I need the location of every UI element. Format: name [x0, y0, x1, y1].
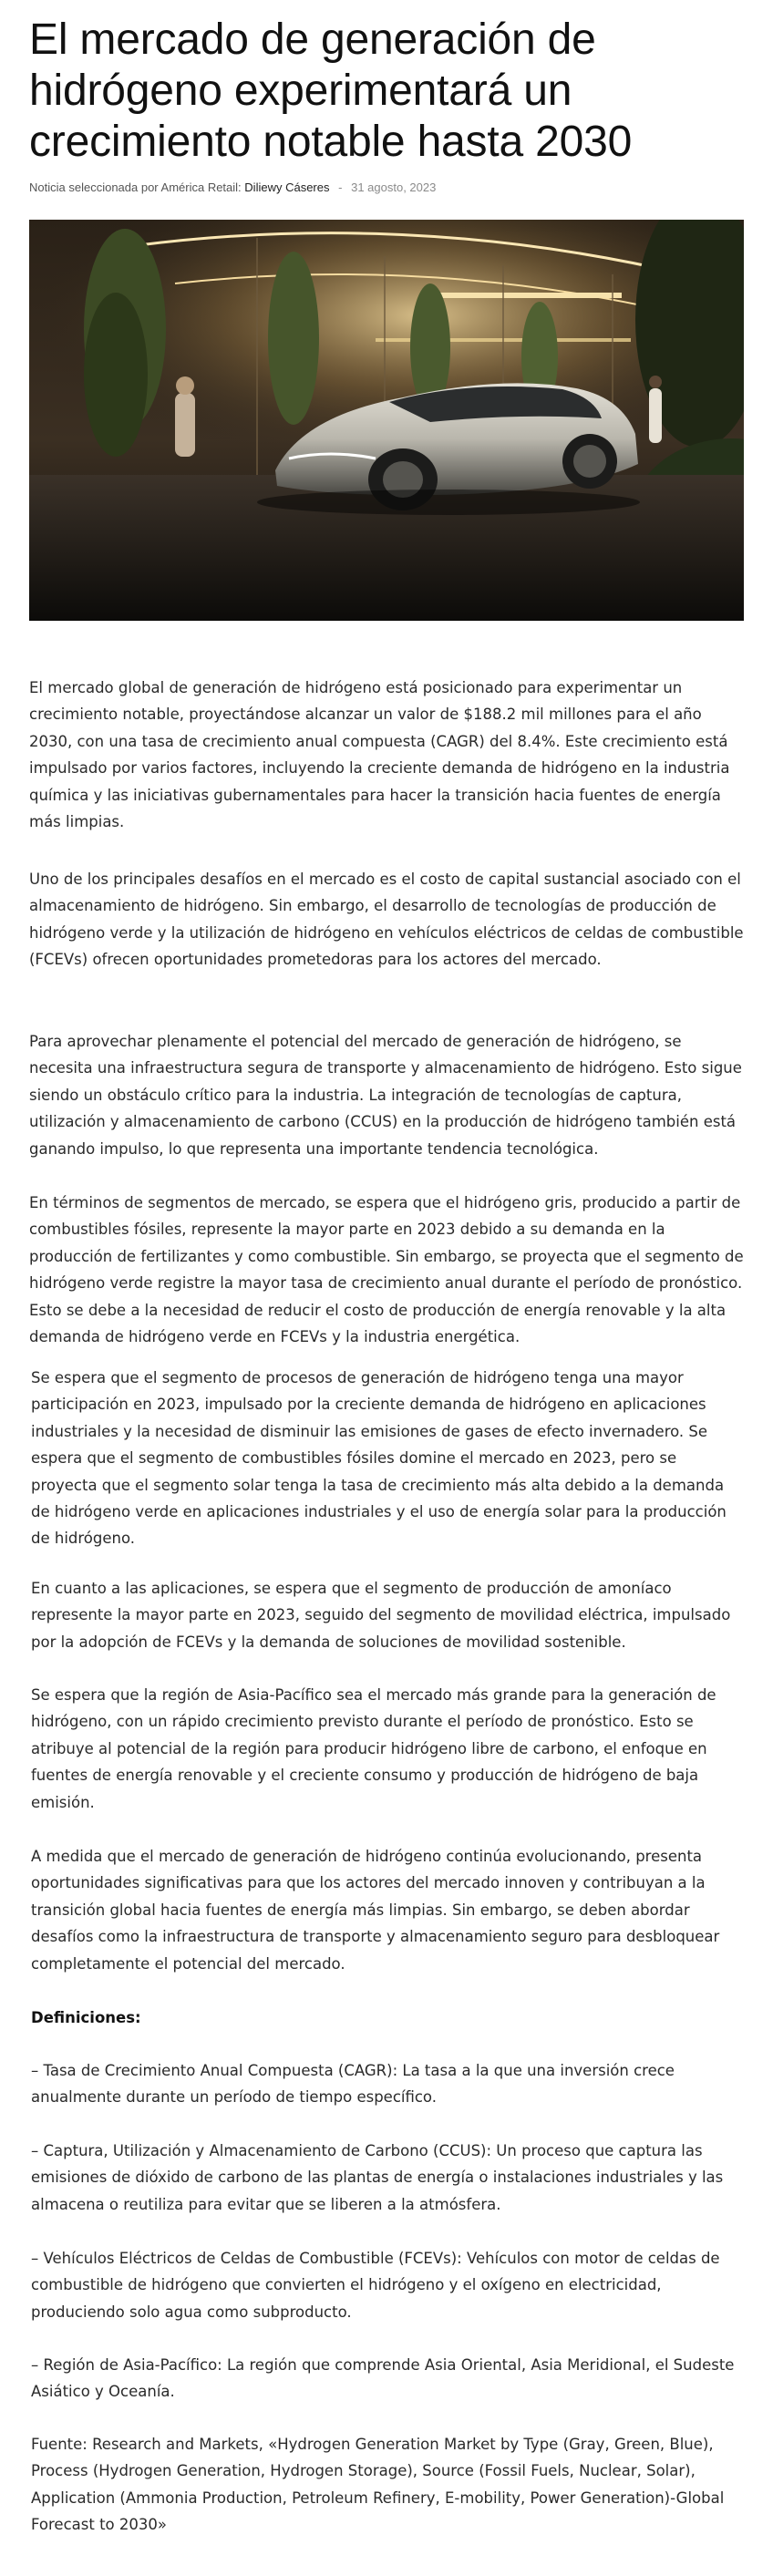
article-title: El mercado de generación de hidrógeno experimentará un crecimiento notable hasta 2030	[29, 15, 633, 166]
meta-prefix: Noticia seleccionada por América Retail:	[29, 180, 242, 194]
paragraph: A medida que el mercado de generación de hidrógeno continúa evolucionando, presenta oportunidades significativas para que los actores del mercado innoven y contribuyan a la transición global hacia fuentes de energía más limpias. Sin embargo, se deben abordar desafíos como la infraestructura de transporte y almacenamiento seguro para desbloquear completamente el potencial del mercado.	[31, 1848, 720, 1973]
meta-separator: -	[338, 180, 343, 194]
paragraph: En términos de segmentos de mercado, se espera que el hidrógeno gris, producido a partir de combustibles fósiles, represente la mayor parte en 2023 debido a su demanda en la producción de fertilizantes y como combustible. Sin embargo, se proyecta que el segmento de hidrógeno verde registre la mayor tasa de crecimiento anual durante el período de pronóstico. Esto se debe a la necesidad de reducir el costo de producción de energía renovable y la alta demanda de hidrógeno verde en FCEVs y la industria energética.	[29, 1194, 744, 1346]
definition-item: – Región de Asia-Pacífico: La región que comprende Asia Oriental, Asia Meridional, el Sudeste Asiático y Oceanía.	[31, 2356, 735, 2401]
article-meta	[29, 180, 436, 194]
paragraph: Para aprovechar plenamente el potencial del mercado de generación de hidrógeno, se necesita una infraestructura segura de transporte y almacenamiento de hidrógeno. Esto sigue siendo un obstáculo crítico para la industria. La integración de tecnologías de captura, utilización y almacenamiento de carbono (CCUS) en la producción de hidrógeno también está ganando impulso, lo que representa una importante tendencia tecnológica.	[29, 1033, 742, 1158]
paragraph: El mercado global de generación de hidrógeno está posicionado para experimentar un crecimiento notable, proyectándose alcanzar un valor de $188.2 mil millones para el año 2030, con una tasa de crecimiento anual compuesta (CAGR) del 8.4%. Este crecimiento está impulsado por varios factores, incluyendo la creciente demanda de hidrógeno en la industria química y las iniciativas gubernamentales para hacer la transición hacia fuentes de energía más limpias.	[29, 679, 730, 831]
definition-item: – Tasa de Crecimiento Anual Compuesta (CAGR): La tasa a la que una inversión crece anualmente durante un período de tiempo específico.	[31, 2062, 675, 2107]
paragraph: En cuanto a las aplicaciones, se espera que el segmento de producción de amoníaco represente la mayor parte en 2023, seguido del segmento de movilidad eléctrica, impulsado por la adopción de FCEVs y la demanda de soluciones de movilidad sostenible.	[31, 1580, 731, 1651]
electric-car-photo-icon	[29, 220, 744, 621]
hero-image	[29, 220, 744, 621]
source-citation: Fuente: Research and Markets, «Hydrogen Generation Market by Type (Gray, Green, Blue), Process (Hydrogen Generation, Hydrogen Storage), Source (Fossil Fuels, Nuclear, Solar), Application (Ammonia Production, Petroleum Refinery, E-mobility, Power Generation)-Global Forecast to 2030»	[31, 2436, 725, 2534]
paragraph: Se espera que la región de Asia-Pacífico sea el mercado más grande para la generación de hidrógeno, con un rápido crecimiento previsto durante el período de pronóstico. Esto se atribuye al potencial de la región para producir hidrógeno libre de carbono, el enfoque en fuentes de energía renovable y el creciente consumo y producción de hidrógeno de baja emisión.	[31, 1686, 716, 1811]
author-link[interactable]: Diliewy Cáseres	[244, 180, 330, 194]
definition-item: – Vehículos Eléctricos de Celdas de Combustible (FCEVs): Vehículos con motor de celdas de combustible de hidrógeno que convierten el hidrógeno y el oxígeno en electricidad, produciendo solo agua como subproducto.	[31, 2250, 720, 2321]
paragraph: Se espera que el segmento de procesos de generación de hidrógeno tenga una mayor participación en 2023, impulsado por la creciente demanda de hidrógeno en aplicaciones industriales y la necesidad de disminuir las emisiones de gases de efecto invernadero. Se espera que el segmento de combustibles fósiles domine el mercado en 2023, pero se proyecta que el segmento solar tenga la tasa de crecimiento más alta debido a la demanda de hidrógeno verde en aplicaciones industriales y el uso de energía solar para la producción de hidrógeno.	[31, 1369, 727, 1548]
definition-item: – Captura, Utilización y Almacenamiento de Carbono (CCUS): Un proceso que captura las emisiones de dióxido de carbono de las plantas de energía o instalaciones industriales y las almacena o reutiliza para evitar que se liberen a la atmósfera.	[31, 2142, 724, 2213]
definitions-heading: Definiciones:	[31, 2009, 141, 2026]
publish-date: 31 agosto, 2023	[351, 180, 437, 194]
paragraph: Uno de los principales desafíos en el mercado es el costo de capital sustancial asociado con el almacenamiento de hidrógeno. Sin embargo, el desarrollo de tecnologías de producción de hidrógeno verde y la utilización de hidrógeno en vehículos eléctricos de celdas de combustible (FCEVs) ofrecen oportunidades prometedoras para los actores del mercado.	[29, 871, 744, 969]
